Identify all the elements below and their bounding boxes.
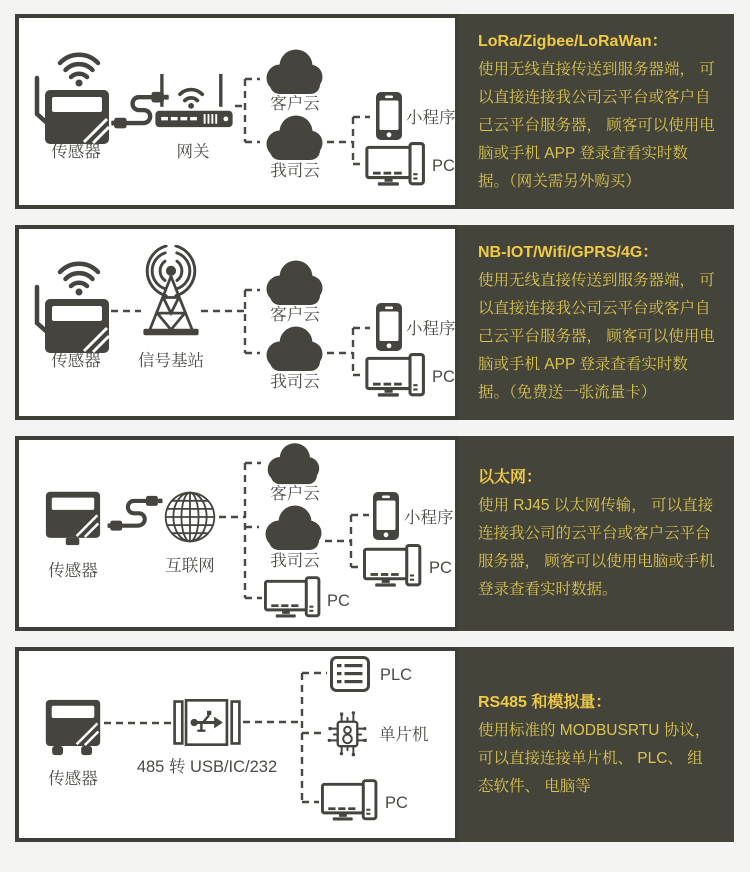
sensor-label: 传感器 — [51, 352, 101, 370]
pc-label: PC — [385, 794, 408, 812]
our-cloud-label: 我司云 — [270, 373, 320, 391]
diagram-panel-ethernet — [15, 436, 459, 631]
phone-icon — [376, 303, 402, 351]
customer-cloud-label: 客户云 — [270, 95, 320, 113]
base-station-label: 信号基站 — [138, 352, 204, 370]
usb-converter-icon — [175, 700, 240, 744]
wireless-sensor-icon — [37, 55, 109, 144]
sensor-icon — [46, 492, 100, 545]
our-cloud-label: 我司云 — [270, 162, 320, 180]
diagram-panel-lora — [15, 14, 459, 209]
info-panel-nbiot — [459, 225, 734, 420]
customer-cloud-icon — [267, 50, 323, 95]
customer-cloud-icon — [267, 261, 323, 306]
gateway-label: 网关 — [176, 143, 210, 161]
phone-icon — [376, 92, 402, 140]
signal-tower-icon — [143, 246, 198, 335]
miniprogram-label: 小程序 — [404, 509, 454, 527]
sensor-label: 传感器 — [48, 770, 98, 788]
info-panel-lora — [459, 14, 734, 209]
pc-label: PC — [432, 368, 455, 386]
pc-bottom-label: PC — [327, 592, 350, 610]
diagram-nbiot — [19, 229, 455, 416]
row-rs485 — [15, 647, 750, 842]
customer-cloud-icon — [268, 443, 320, 484]
plc-icon — [332, 658, 369, 691]
pc-icon — [265, 578, 318, 618]
wireless-sensor-icon — [37, 264, 109, 353]
info-body: 使用标准的 MODBUSRTU 协议， 可以直接连接单片机、 PLC、 组态软件、 电脑等 — [478, 721, 711, 795]
diagram-ethernet — [19, 440, 455, 627]
mcu-label: 单片机 — [379, 726, 429, 744]
mcu-chip-icon — [328, 711, 367, 756]
pc-icon — [367, 144, 424, 186]
our-cloud-icon — [267, 327, 323, 372]
row-nbiot — [15, 225, 750, 420]
info-body: 使用无线直接传送到服务器端， 可以直接连接我公司云平台或客户自己云平台服务器， 顾客可以使用电脑或手机 APP 登录查看实时数据。（网关需另外购买） — [478, 60, 715, 190]
plc-label: PLC — [380, 666, 413, 684]
diagram-lora — [19, 18, 455, 205]
pc-icon — [322, 781, 375, 821]
router-gateway-icon — [155, 74, 232, 127]
info-body: 使用无线直接传送到服务器端， 可以直接连接我公司云平台或客户自己云平台服务器， 顾客可以使用电脑或手机 APP 登录查看实时数据。（免费送一张流量卡） — [478, 271, 715, 401]
customer-cloud-label: 客户云 — [270, 485, 320, 503]
pc-label: PC — [432, 157, 455, 175]
pc-icon — [367, 355, 424, 397]
info-title: LoRa/Zigbee/LoRaWan： — [478, 32, 668, 50]
our-cloud-icon — [267, 116, 323, 161]
cable-plug-icon — [108, 496, 163, 531]
internet-label: 互联网 — [165, 557, 215, 575]
info-title: 以太网： — [478, 468, 543, 486]
info-panel-ethernet — [459, 436, 734, 631]
info-title: NB-IOT/Wifi/GPRS/4G： — [478, 243, 659, 261]
converter-label: 485 转 USB/IC/232 — [136, 758, 278, 776]
dashed-connectors — [104, 673, 327, 802]
info-title: RS485 和模拟量： — [478, 693, 612, 711]
globe-internet-icon — [166, 493, 215, 542]
pc-label: PC — [429, 559, 452, 577]
row-lora — [15, 14, 750, 209]
pc-icon — [365, 546, 420, 587]
info-panel-rs485 — [459, 647, 734, 842]
diagram-panel-nbiot — [15, 225, 459, 420]
customer-cloud-label: 客户云 — [270, 306, 320, 324]
diagram-rs485 — [19, 651, 455, 838]
diagram-panel-rs485 — [15, 647, 459, 842]
miniprogram-label: 小程序 — [406, 109, 455, 127]
phone-icon — [373, 492, 399, 540]
our-cloud-label: 我司云 — [270, 552, 320, 570]
sensor-label: 传感器 — [51, 143, 101, 161]
sensor-label: 传感器 — [48, 562, 98, 580]
row-ethernet — [15, 436, 750, 631]
info-body: 使用 RJ45 以太网传输， 可以直接连接我公司的云平台或客户云平台服务器， 顾客可以使用电脑或手机登录查看实时数据。 — [478, 496, 715, 598]
miniprogram-label: 小程序 — [406, 320, 455, 338]
sensor-icon — [46, 700, 100, 755]
our-cloud-icon — [266, 506, 322, 551]
